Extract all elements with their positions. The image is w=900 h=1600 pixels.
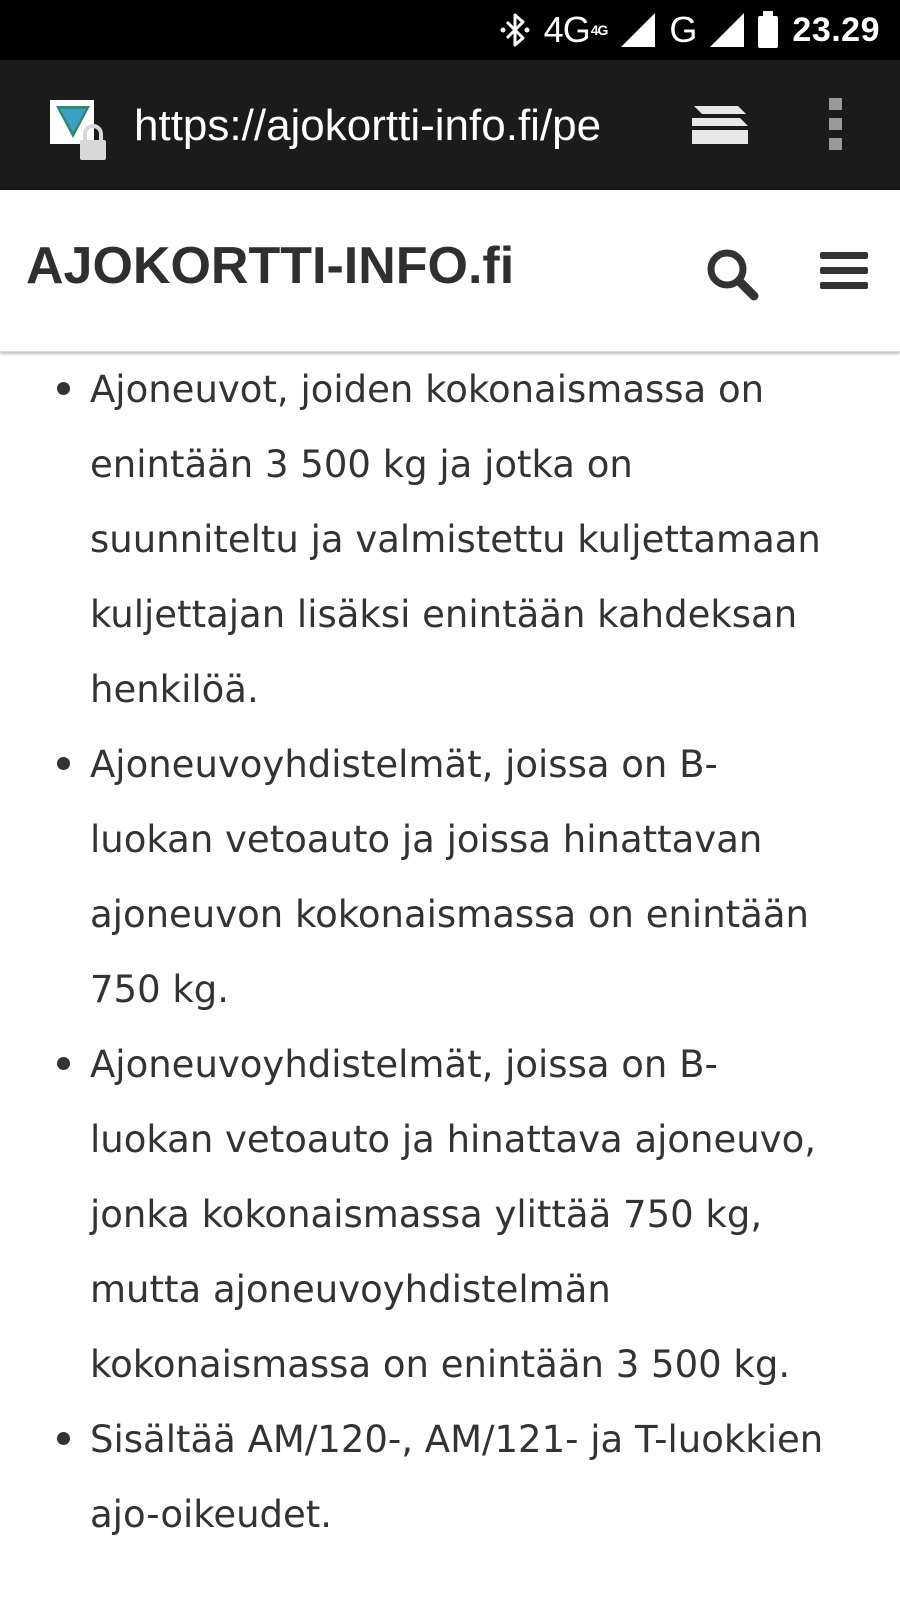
list-item-text: Sisältää AM/120-, AM/121- ja T-luokkien ajo-oikeudet. — [90, 1418, 824, 1536]
tabs-icon[interactable] — [690, 102, 750, 148]
list-item — [0, 1027, 900, 1402]
signal-icon — [621, 13, 655, 47]
license-category-list — [0, 352, 900, 1552]
browser-toolbar — [0, 60, 900, 190]
bullet-icon — [57, 1057, 70, 1070]
list-item-text: Ajoneuvoyhdistelmät, joissa on B-luokan vetoauto ja joissa hinattavan ajoneuvon kokonaismassa on enintään 750 kg. — [90, 743, 809, 1011]
more-vert-icon[interactable] — [826, 96, 846, 152]
bluetooth-icon — [500, 12, 530, 48]
bullet-icon — [57, 757, 70, 770]
site-logo-title[interactable]: AJOKORTTI-INFO.fi — [26, 237, 515, 295]
signal-icon — [710, 13, 744, 47]
status-bar — [0, 0, 900, 60]
site-header — [0, 190, 900, 352]
battery-icon — [758, 12, 778, 48]
hamburger-menu-icon[interactable] — [820, 250, 868, 292]
list-item-text: Ajoneuvoyhdistelmät, joissa on B-luokan vetoauto ja hinattava ajoneuvo, jonka kokonaismassa ylittää 750 kg, mutta ajoneuvoyhdistelmän kokonaismassa on enintään 3 500 kg. — [90, 1043, 816, 1386]
clock: 23.29 — [792, 10, 880, 49]
site-favicon-lock-icon[interactable] — [50, 100, 98, 148]
network-type-primary: 4G 4G — [543, 9, 608, 50]
list-item — [0, 727, 900, 1027]
list-item — [0, 1402, 900, 1552]
url-field[interactable]: https://ajokortti-info.fi/pe — [134, 101, 602, 150]
bullet-icon — [57, 382, 70, 395]
bullet-icon — [57, 1432, 70, 1445]
list-item — [0, 352, 900, 727]
network-type-secondary: G — [669, 9, 697, 50]
list-item-text: Ajoneuvot, joiden kokonaismassa on enintään 3 500 kg ja jotka on suunniteltu ja valmistettu kuljettamaan kuljettajan lisäksi enintään kahdeksan henkilöä. — [90, 368, 821, 711]
page-content — [0, 352, 900, 1600]
search-icon[interactable] — [704, 246, 760, 302]
